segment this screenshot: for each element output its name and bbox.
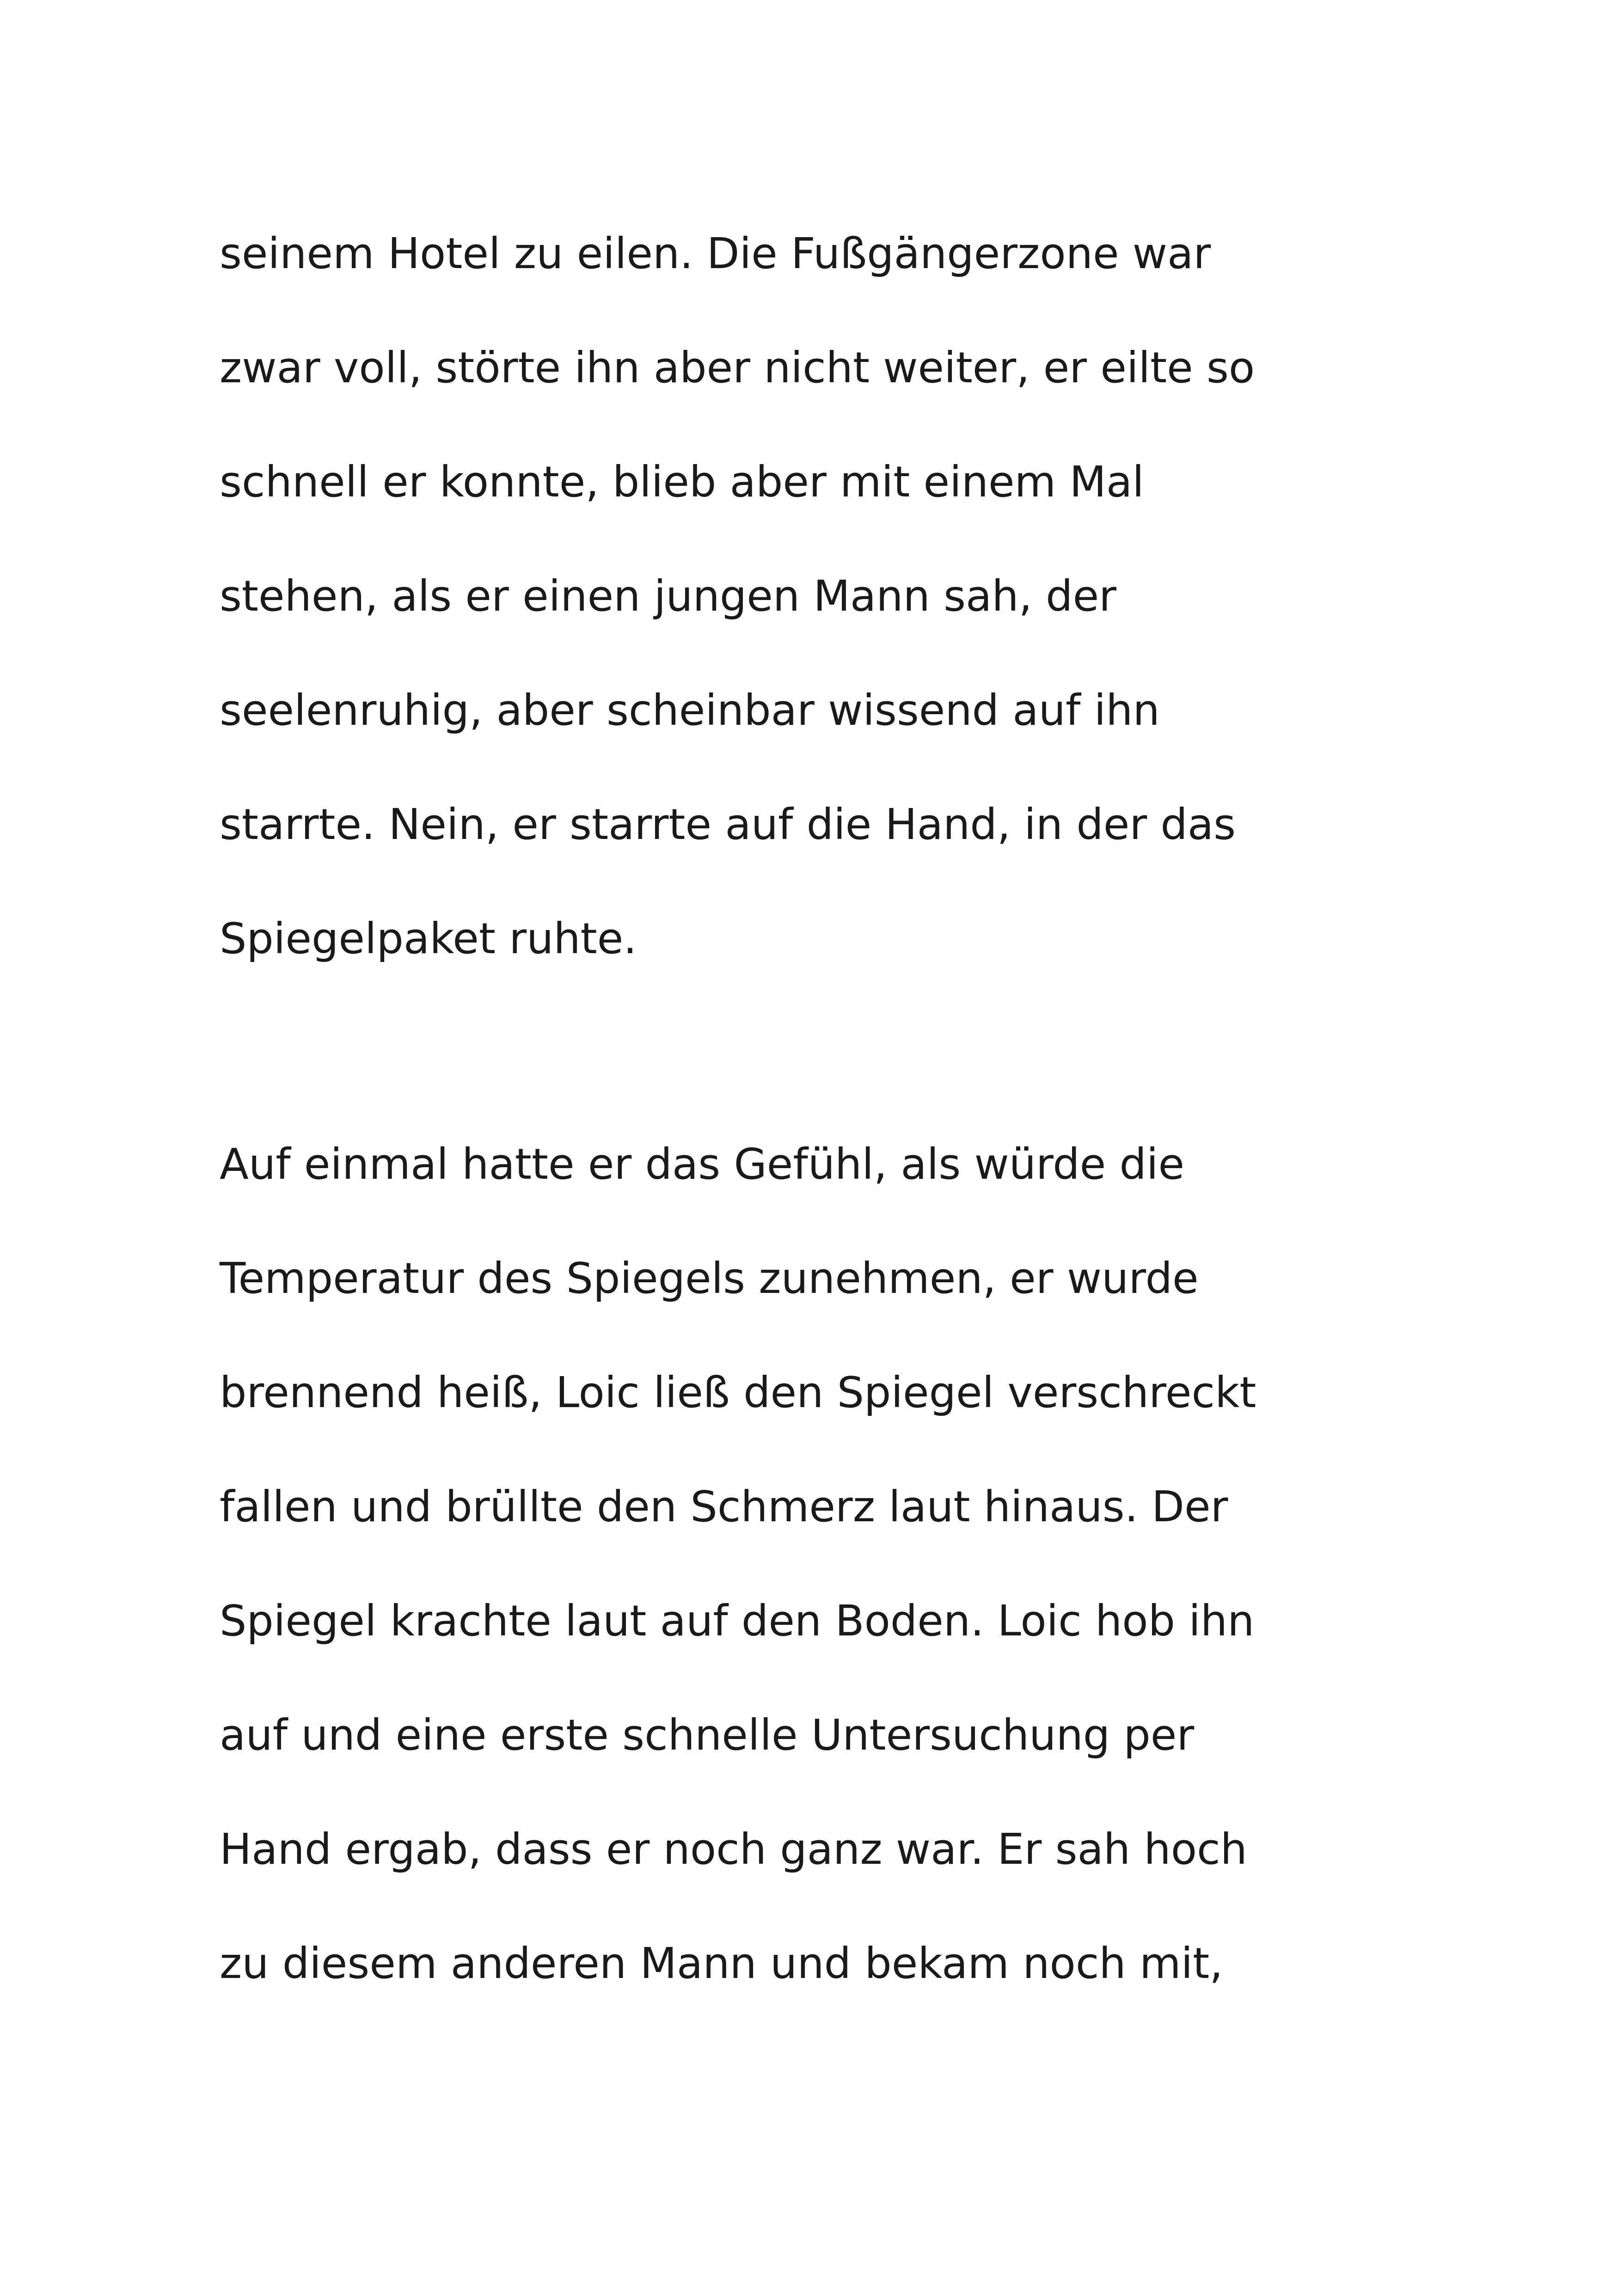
text-line: Spiegel krachte laut auf den Boden. Loic hob ihn: [220, 1596, 1255, 1646]
text-line: Hand ergab, dass er noch ganz war. Er sah hoch: [220, 1825, 1247, 1874]
text-line: Auf einmal hatte er das Gefühl, als würde die: [220, 1139, 1185, 1189]
text-line: brennend heiß, Loic ließ den Spiegel verschreckt: [220, 1368, 1256, 1417]
paragraph: [220, 1107, 1468, 2020]
paragraph: [220, 196, 1468, 996]
text-line: auf und eine erste schnelle Untersuchung per: [220, 1710, 1195, 1760]
text-line: fallen und brüllte den Schmerz laut hinaus. Der: [220, 1482, 1228, 1531]
text-line: stehen, als er einen jungen Mann sah, der: [220, 571, 1116, 621]
text-line: Temperatur des Spiegels zunehmen, er wurde: [220, 1254, 1199, 1303]
text-line: zwar voll, störte ihn aber nicht weiter, er eilte so: [220, 343, 1255, 392]
text-line: Spiegelpaket ruhte.: [220, 914, 637, 963]
text-line: seinem Hotel zu eilen. Die Fußgängerzone war: [220, 229, 1211, 278]
text-line: zu diesem anderen Mann und bekam noch mit,: [220, 1939, 1223, 1988]
text-line: seelenruhig, aber scheinbar wissend auf ihn: [220, 686, 1160, 735]
text-line: starrte. Nein, er starrte auf die Hand, in der das: [220, 800, 1236, 849]
text-line: schnell er konnte, blieb aber mit einem Mal: [220, 457, 1144, 507]
